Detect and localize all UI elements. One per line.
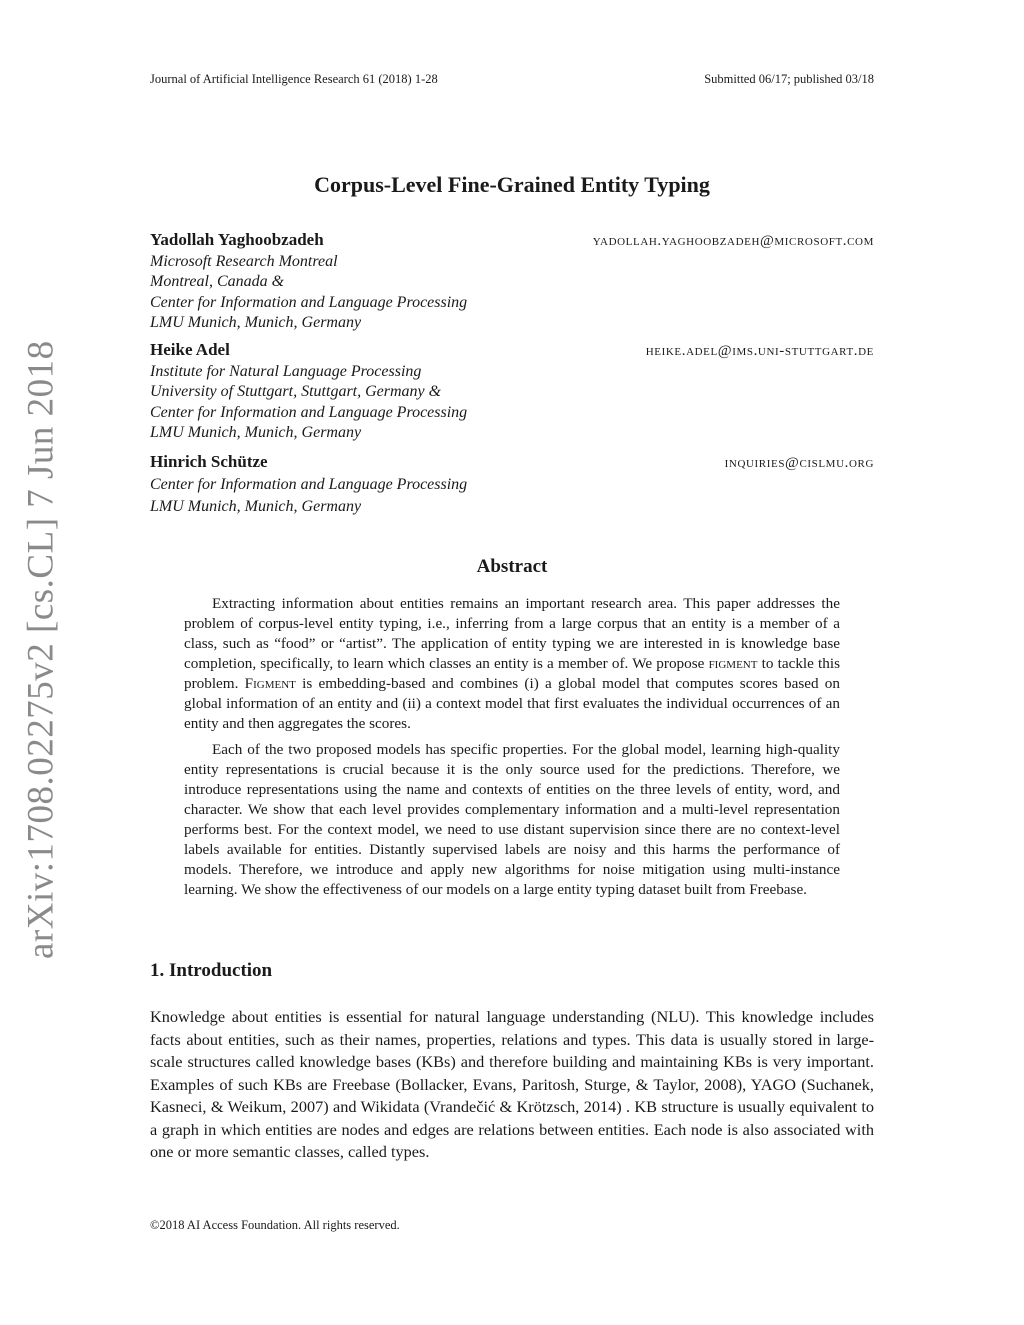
- abstract-body: [184, 594, 840, 906]
- affiliation-line: LMU Munich, Munich, Germany: [150, 498, 362, 515]
- author-block: [150, 451, 874, 518]
- method-name: Figment: [244, 675, 296, 692]
- author-email[interactable]: inquiries@cislmu.org: [724, 455, 874, 471]
- running-head: [150, 72, 874, 90]
- abstract-text: Extracting information about entities remains an important research area. This paper addresses the problem of corpus-level entity typing, i.e., inferring from a large corpus that an entity is a member of a class, such as “food” or “artist”. The application of entity typing we are interested in is knowledge base completion, specifically, to learn which classes an entity is a member of. We propose: [184, 595, 840, 672]
- abstract-paragraph: Each of the two proposed models has specific properties. For the global model, learning high-quality entity representations is crucial because it is the only source used for the predictions. Therefore, we introduce representations using the name and contexts of entities on the three levels of entity, word, and character. We show that each level provides complementary information and a multi-level representation performs best. For the context model, we need to use distant supervision since there are no context-level labels available for entities. Distantly supervised labels are noisy and this harms the performance of models. Therefore, we introduce and apply new algorithms for noise mitigation using multi-instance learning. We show the effectiveness of our models on a large entity typing dataset built from Freebase.: [184, 741, 840, 898]
- affiliation-line: Center for Information and Language Processing: [150, 293, 468, 311]
- author-name: Hinrich Schütze: [150, 452, 268, 471]
- abstract-text: is embedding-based and combines (i) a global model that computes scores based on global information of an entity and (ii) a context model that first evaluates the individual occurrences of an entity and then aggregates the scores.: [184, 675, 840, 732]
- affiliation-line: Institute for Natural Language Processing: [150, 362, 422, 380]
- affiliation-line: LMU Munich, Munich, Germany: [150, 314, 362, 331]
- affiliation-line: Montreal, Canada &: [150, 273, 285, 290]
- abstract-heading: Abstract: [476, 556, 548, 577]
- affiliation-line: Center for Information and Language Processing: [150, 403, 468, 421]
- section-heading: 1. Introduction: [150, 960, 273, 981]
- affiliation-line: University of Stuttgart, Stuttgart, Germany &: [150, 383, 442, 400]
- paper-title: Corpus-Level Fine-Grained Entity Typing: [314, 172, 710, 197]
- affiliation-line: Microsoft Research Montreal: [150, 252, 338, 270]
- affiliation-line: LMU Munich, Munich, Germany: [150, 424, 362, 441]
- journal-citation: Journal of Artificial Intelligence Research 61 (2018) 1-28: [150, 72, 438, 86]
- abstract-paragraph: [184, 594, 840, 734]
- author-block: [150, 340, 874, 444]
- method-name: figment: [708, 655, 758, 672]
- submission-dates: Submitted 06/17; published 03/18: [704, 72, 874, 86]
- section-body: Knowledge about entities is essential for natural language understanding (NLU). This knowledge includes facts about entities, such as their names, properties, relations and types. This data is usually stored in large-scale structures called knowledge bases (KBs) and therefore building and maintaining KBs is very important. Examples of such KBs are Freebase (Bollacker, Evans, Paritosh, Sturge, & Taylor, 2008), YAGO (Suchanek, Kasneci, & Weikum, 2007) and Wikidata (Vrandečić & Krötzsch, 2014) . KB structure is usually equivalent to a graph in which entities are nodes and edges are relations between entities. Each node is also associated with one or more semantic classes, called types.: [150, 1007, 874, 1161]
- author-block: [150, 230, 874, 334]
- author-email[interactable]: heike.adel@ims.uni-stuttgart.de: [645, 343, 874, 359]
- abstract-text: to tackle this problem.: [184, 655, 841, 692]
- arxiv-stamp: arXiv:1708.02275v2 [cs.CL] 7 Jun 2018: [20, 340, 62, 960]
- author-email[interactable]: yadollah.yaghoobzadeh@microsoft.com: [592, 233, 874, 249]
- copyright-footer: ©2018 AI Access Foundation. All rights reserved.: [150, 1218, 400, 1232]
- author-name: Yadollah Yaghoobzadeh: [150, 230, 324, 249]
- affiliation-line: Center for Information and Language Processing: [150, 476, 468, 493]
- author-name: Heike Adel: [150, 340, 230, 359]
